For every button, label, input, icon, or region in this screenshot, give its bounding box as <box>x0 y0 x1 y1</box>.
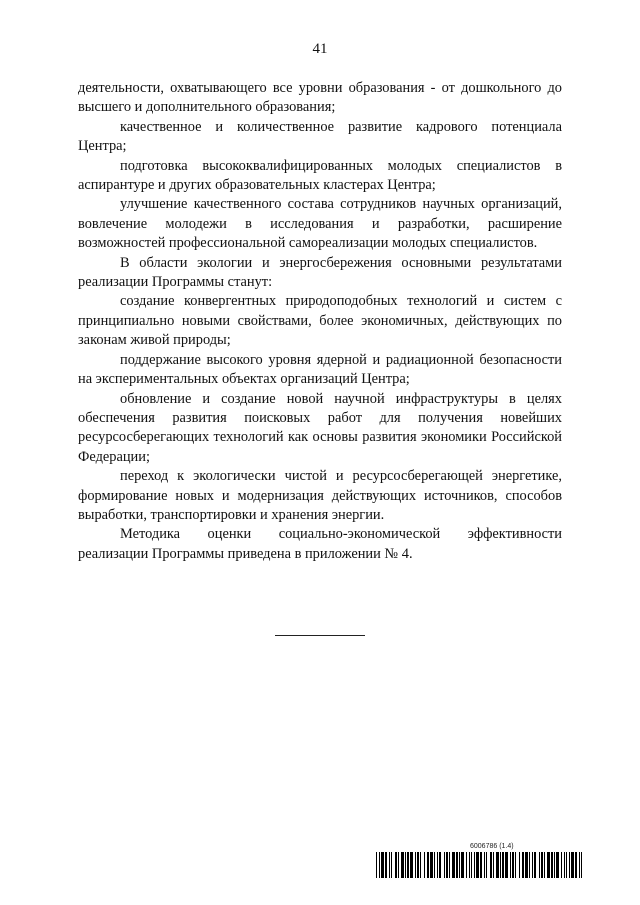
paragraph: поддержание высокого уровня ядерной и радиационной безопасности на экспериментальных объектах организаций Центра; <box>78 351 562 388</box>
paragraph: обновление и создание новой научной инфраструктуры в целях обеспечения развития поисковых работ для получения новейших ресурсосберегающих технологий как основы развития экономики Российской Федерации; <box>78 390 562 465</box>
paragraph: улучшение качественного состава сотрудников научных организаций, вовлечение молодежи в исследования и разработки, расширение возможностей профессиональной самореализации молодых специалистов. <box>78 196 562 252</box>
paragraph: В области экологии и энергосбережения основными результатами реализации Программы станут: <box>78 254 562 291</box>
paragraph: подготовка высококвалифицированных молодых специалистов в аспирантуре и других образовательных кластерах Центра; <box>78 157 562 194</box>
section-separator <box>275 635 365 636</box>
barcode-icon <box>376 852 584 878</box>
paragraph: создание конвергентных природоподобных технологий и систем с принципиально новыми свойствами, более экономичных, действующих по законам живой природы; <box>78 293 562 349</box>
page-number: 41 <box>312 41 328 57</box>
paragraph: Методика оценки социально-экономической эффективности реализации Программы приведена в приложении № 4. <box>78 526 562 562</box>
paragraph: качественное и количественное развитие кадрового потенциала Центра; <box>78 118 562 155</box>
paragraph: переход к экологически чистой и ресурсосберегающей энергетике, формирование новых и модернизация действующих источников, способов выработки, транспортировки и хранения энергии. <box>78 468 562 523</box>
barcode-label: 6006786 (1.4) <box>470 843 514 850</box>
document-body <box>78 79 562 564</box>
paragraph: деятельности, охватывающего все уровни образования - от дошкольного до высшего и дополнительного образования; <box>78 80 562 116</box>
